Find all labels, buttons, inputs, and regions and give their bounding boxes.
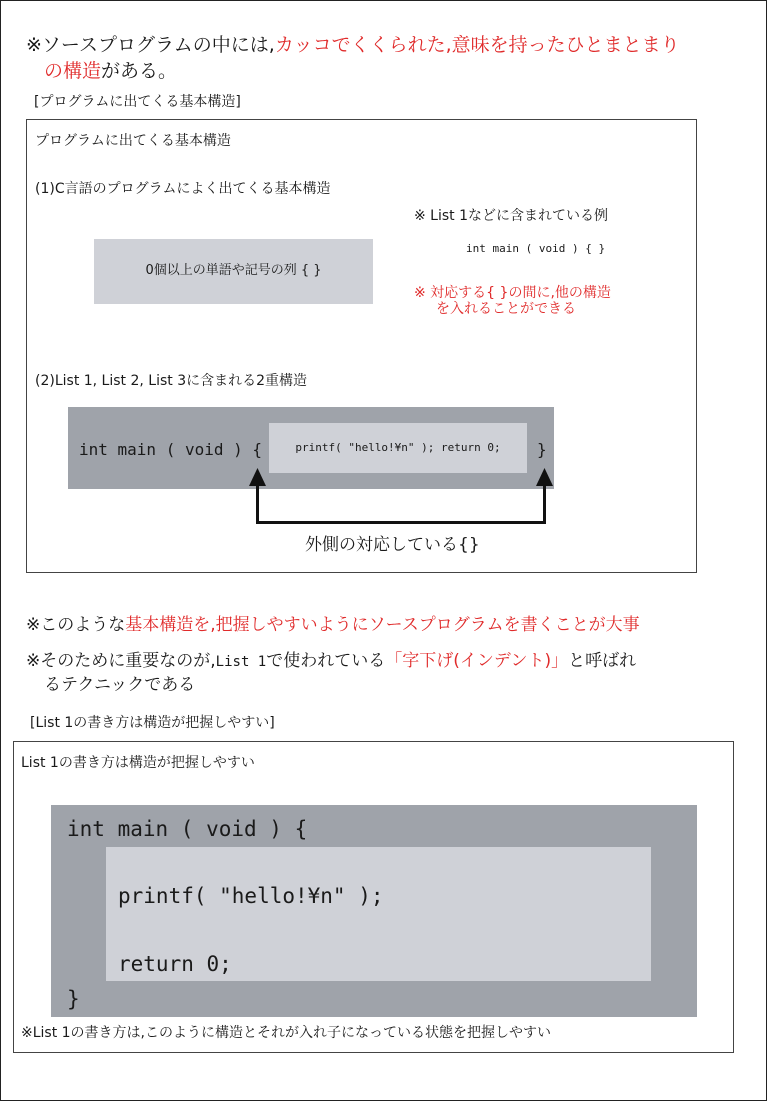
intro-line-2-highlight: の構造 (44, 60, 102, 82)
section1-box-title: プログラムに出てくる基本構造 (35, 133, 231, 149)
intro-line-1-prefix: ※ソースプログラムの中には, (26, 34, 275, 56)
arrow-right-shaft (543, 484, 546, 524)
note-example: ※ List 1などに含まれている例 (414, 208, 609, 224)
intro-line-1-highlight: カッコでくくられた,意味を持ったひとまとまり (274, 34, 680, 56)
note-nesting-line-1: ※ 対応する{ }の間に,他の構造 (414, 285, 611, 301)
intro-line-2 (44, 58, 177, 84)
arrow-caption: 外側の対応している{} (305, 535, 480, 555)
outer-code-left: int main ( void ) { (79, 440, 263, 459)
intro-line-2-suffix: がある。 (101, 60, 178, 82)
outer-code-right: } (537, 440, 547, 459)
middle-line-2 (26, 649, 636, 674)
section2-caption: [List 1の書き方は構造が把握しやすい] (30, 715, 275, 731)
arrow-up-right-icon (536, 468, 553, 486)
middle-line-1 (26, 613, 640, 637)
middle-line-3: るテクニックである (44, 675, 196, 695)
sub1-heading: (1)C言語のプログラムによく出てくる基本構造 (35, 181, 331, 197)
sub2-heading: (2)List 1, List 2, List 3に含まれる2重構造 (35, 373, 308, 389)
section2-footer-note: ※List 1の書き方は,このように構造とそれが入れ子になっている状態を把握しやすい (21, 1025, 552, 1041)
inner-code: printf( "hello!¥n" ); return 0; (295, 441, 501, 454)
arrow-left-shaft (256, 484, 259, 524)
list1-code-line-2: printf( "hello!¥n" ); (118, 884, 384, 908)
note-nesting-line-2: を入れることができる (436, 301, 576, 317)
list1-code-line-3: return 0; (118, 952, 232, 976)
arrow-connector (256, 521, 546, 524)
middle-line-1-highlight: 基本構造を,把握しやすいようにソースプログラムを書くことが大事 (125, 615, 640, 635)
middle-line-2-list: List 1 (215, 654, 267, 670)
list1-code-line-4: } (67, 987, 80, 1011)
section2-box-title: List 1の書き方は構造が把握しやすい (21, 755, 255, 771)
arrow-up-left-icon (249, 468, 266, 486)
intro-line-1 (26, 32, 680, 58)
gray-box-text: 0個以上の単語や記号の列 { } (145, 263, 322, 278)
middle-line-2-prefix: ※そのために重要なのが, (26, 651, 216, 671)
section1-caption: [プログラムに出てくる基本構造] (34, 94, 241, 110)
middle-line-1-prefix: ※このような (26, 615, 126, 635)
example-code: int main ( void ) { } (466, 242, 606, 255)
middle-line-2-mid: で使われている (266, 651, 386, 671)
middle-line-2-suffix: と呼ばれ (568, 651, 637, 671)
list1-code-line-1: int main ( void ) { (67, 817, 308, 841)
middle-line-2-highlight: 「字下げ(インデント)」 (385, 651, 569, 671)
